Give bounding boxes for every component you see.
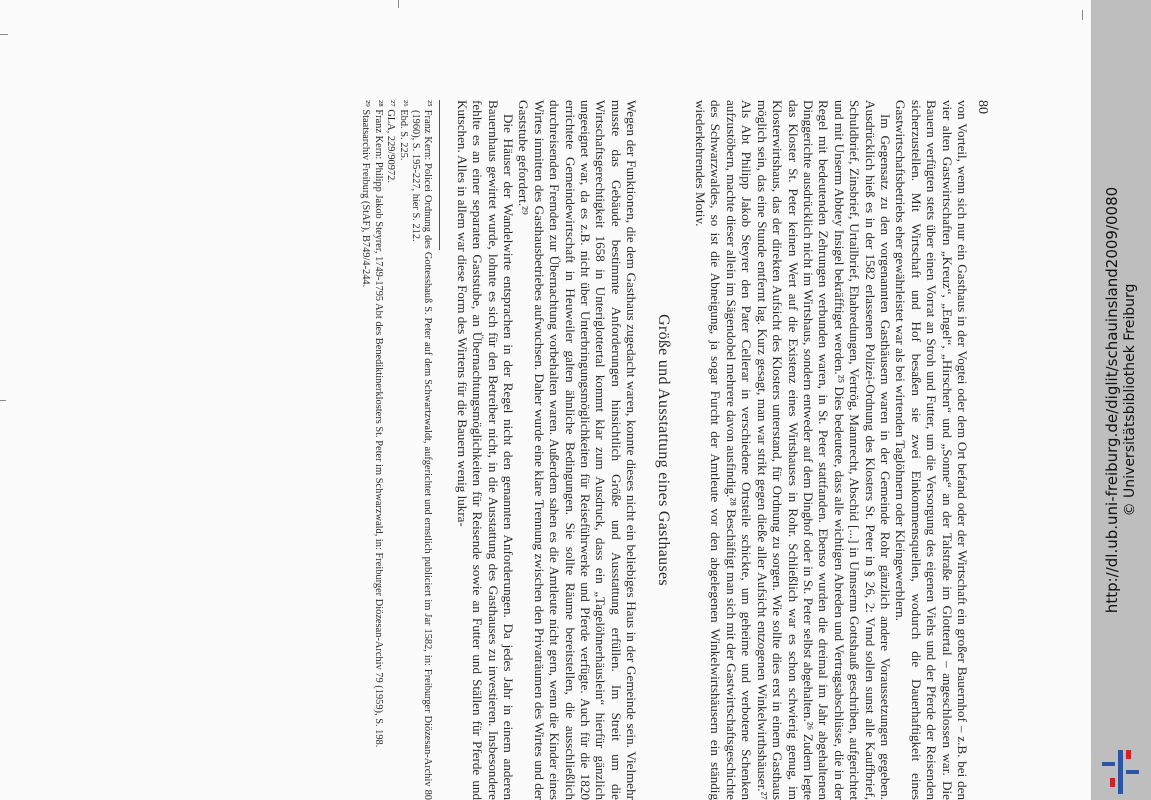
permalink-url[interactable]: http://dl.ub.uni-freiburg.de/diglit/schauinsland2009/0080 — [1103, 186, 1121, 614]
footnote: ²⁶ Ebd. S. 225. — [397, 100, 409, 161]
copyright-notice: © Universitätsbibliothek Freiburg — [1122, 283, 1138, 517]
library-sidebar — [1091, 0, 1151, 800]
footnote: ²⁸ Franz Kern: Philipp Jakob Steyrer, 1749-1795 Abt des Benediktinerklosters St. Peter im Schwarzwald, in: Freiburger Diözesan-Archiv 79 (1959), S. 198. — [372, 100, 384, 748]
logo-red-block — [1110, 778, 1115, 787]
rotated-page-content — [100, 100, 990, 800]
page-number: 80 — [975, 100, 990, 114]
logo-bar-right — [1126, 770, 1139, 774]
footnote-rule — [439, 100, 440, 250]
crop-mark — [398, 0, 399, 8]
paragraph: Wegen der Funktionen, die dem Gasthaus zugedacht waren, konnte dieses nicht ein beliebiges Haus in der Gemeinde sein. Vielmehr musste das Gebäude bestimmte Anforderungen hinsichtlich Größe und Ausstattung erfüllen. Im Streit um die Wirtschaftsgerechtigkeit 1658 in Unteriglottertal kommt klar zum Ausdruck, dass ein „Tagelöhnerhäuslein“ hierfür gänzlich ungeeignet war, da es z.B. nicht über Unterbringungsmöglichkeiten für Reiseführwerke und Pferde verfügte. Auch für die 1820 errichtete Gemeindewirtschaft in Heuweiler galten ähnliche Bedingungen. Sie sollte Räume bereitstellen, die ausschließlich durchreisenden Fremden zur Übernachtung vorbehalten waren. Außerdem sahen es die Amtleute nicht gern, wenn die Kinder eines Wirtes inmitten des Gasthausbetriebes aufwuchsen. Daher wurde eine klare Trennung zwischen den Privaträumen des Wirtes und der Gaststube gefordert.²⁹ — [516, 100, 640, 800]
footnote: ²⁹ Staatsarchiv Freiburg (StAF), B749/4-244. — [360, 100, 372, 288]
body-text — [359, 100, 970, 800]
paragraph: Die Häuser der Wandelwirte entsprachen in der Regel nicht den genannten Anforderungen. Da jedes Jahr in einem anderen Bauernhaus gewirtet wurde, lohnte es sich für den Betreiber nicht, in die Ausstattung des Gasthauses zu investieren. Insbesondere fehlte es an einer separaten Gaststube, an Übernachtungsmöglichkeiten für Reisende sowie an Futter und Ställen für Pferde und Kutschen. Alles in allem war diese Form des Wirtens für die Bauern wenig lukra- — [454, 100, 517, 800]
section-heading: Größe und Ausstattung eines Gasthauses — [654, 314, 672, 586]
crop-mark — [0, 34, 8, 35]
paragraph: Im Gegensatz zu den vorgenannten Gasthäusern waren in der Gemeinde Rohr gänzlich andere Voraussetzungen gegeben. Ausdrücklich hieß es in der 1582 erlassenen Polizei-Ordnung des Klosters St. Peter in § 26, 2: Vnnd sollen sunst alle Kauffbrief, Schuldbrief, Zinsbrief, Urtailbrief, Ehabredungen, Vertrög, Mannrecht, Abschid [...] in Unnsernn Gottshauß geschriben, aufgerichtet und mit Unserm Abbtey Insigel bekräfftiget werden.²⁵ Dies bedeutete, dass alle wichtigen Abreden und Vertragsabschlüsse, die in der Regel mit bedeutenden Zehrungen verbunden waren, in St. Peter stattfanden. Ebenso wurden die dreimal im Jahr abgehaltenen Dinggerichte ausdrücklich nicht im Wirtshaus, sondern entweder auf dem Dinghof oder in St. Peter selbst abgehalten.²⁶ Zudem legte das Kloster St. Peter keinen Wert auf die Existenz eines Wirtshauses in Rohr. Schließlich war es schon schwierig genug, im Klosterwirtshaus, das der direkten Aufsicht des Klosters unterstand, für Ordnung zu sorgen. Wie sollte dies erst in einem Gasthaus möglich sein, das eine Stunde entfernt lag. Kurz gesagt, man war strikt gegen dieße aller Aufsicht entzogenen Winkelwirthshäuser.²⁷ Als Abt Philipp Jakob Steyrer den Pater Cellerar in verschiedene Ortsteile schickte, um geheime und verbotene Schenken aufzustöbern, machte dieser allein im Sägendobel mehrere davon ausfindig.²⁸ Beschäftigt man sich mit der Gastwirtschaftsgeschichte des Schwarzwaldes, so ist die Abneigung, ja sogar Furcht der Amtleute vor den abgelegenen Winkelwirtshäusern ein ständig wiederkehrendes Motiv. — [693, 100, 893, 800]
logo-bar-left — [1102, 762, 1115, 766]
paragraph: von Vorteil, wenn sich nur ein Gasthaus in der Vogtei oder dem Ort befand oder der Wirtschaft ein großer Bauernhof – z.B. bei den vier alten Gastwirtschaften „Kreuz“, „Engel“, „Hirschen“ und „Sonne“ an der Talstraße im Glottertal – angeschlossen war. Die Bauern verfügten stets über einen Vorrat an Stroh und Futter, um die Versorgung des eigenen Viehs und der Pferde der Reisenden sicherzustellen. Mit Wirtschaft und Hof besaßen sie zwei Einkommensquellen, wodurch die Dauerhaftigkeit eines Gastwirtschaftsbetriebs eher gewährleistet war als bei wirtenden Taglöhnern oder Kleingewerblern. — [893, 100, 970, 800]
footnote: ²⁵ Franz Kern: Policei Ordnung des Gottesshauß S. Peter auf dem Schwartzwaldt, aufgerichtet und ernstlich publiciert im Jar 1582, in: Freiburger Diözesan-Archiv 80 (1960), S. 195-227, hier S. 212. — [410, 100, 434, 800]
footnote: ²⁷ GLA, 229/90972. — [385, 100, 397, 183]
crop-mark — [1082, 10, 1083, 20]
crop-mark — [0, 400, 6, 401]
footnotes — [359, 100, 433, 800]
ub-freiburg-logo-icon — [1091, 742, 1151, 800]
logo-bar-vertical — [1118, 750, 1123, 794]
logo-red-block — [1126, 750, 1131, 759]
sidebar-text — [1103, 187, 1139, 613]
